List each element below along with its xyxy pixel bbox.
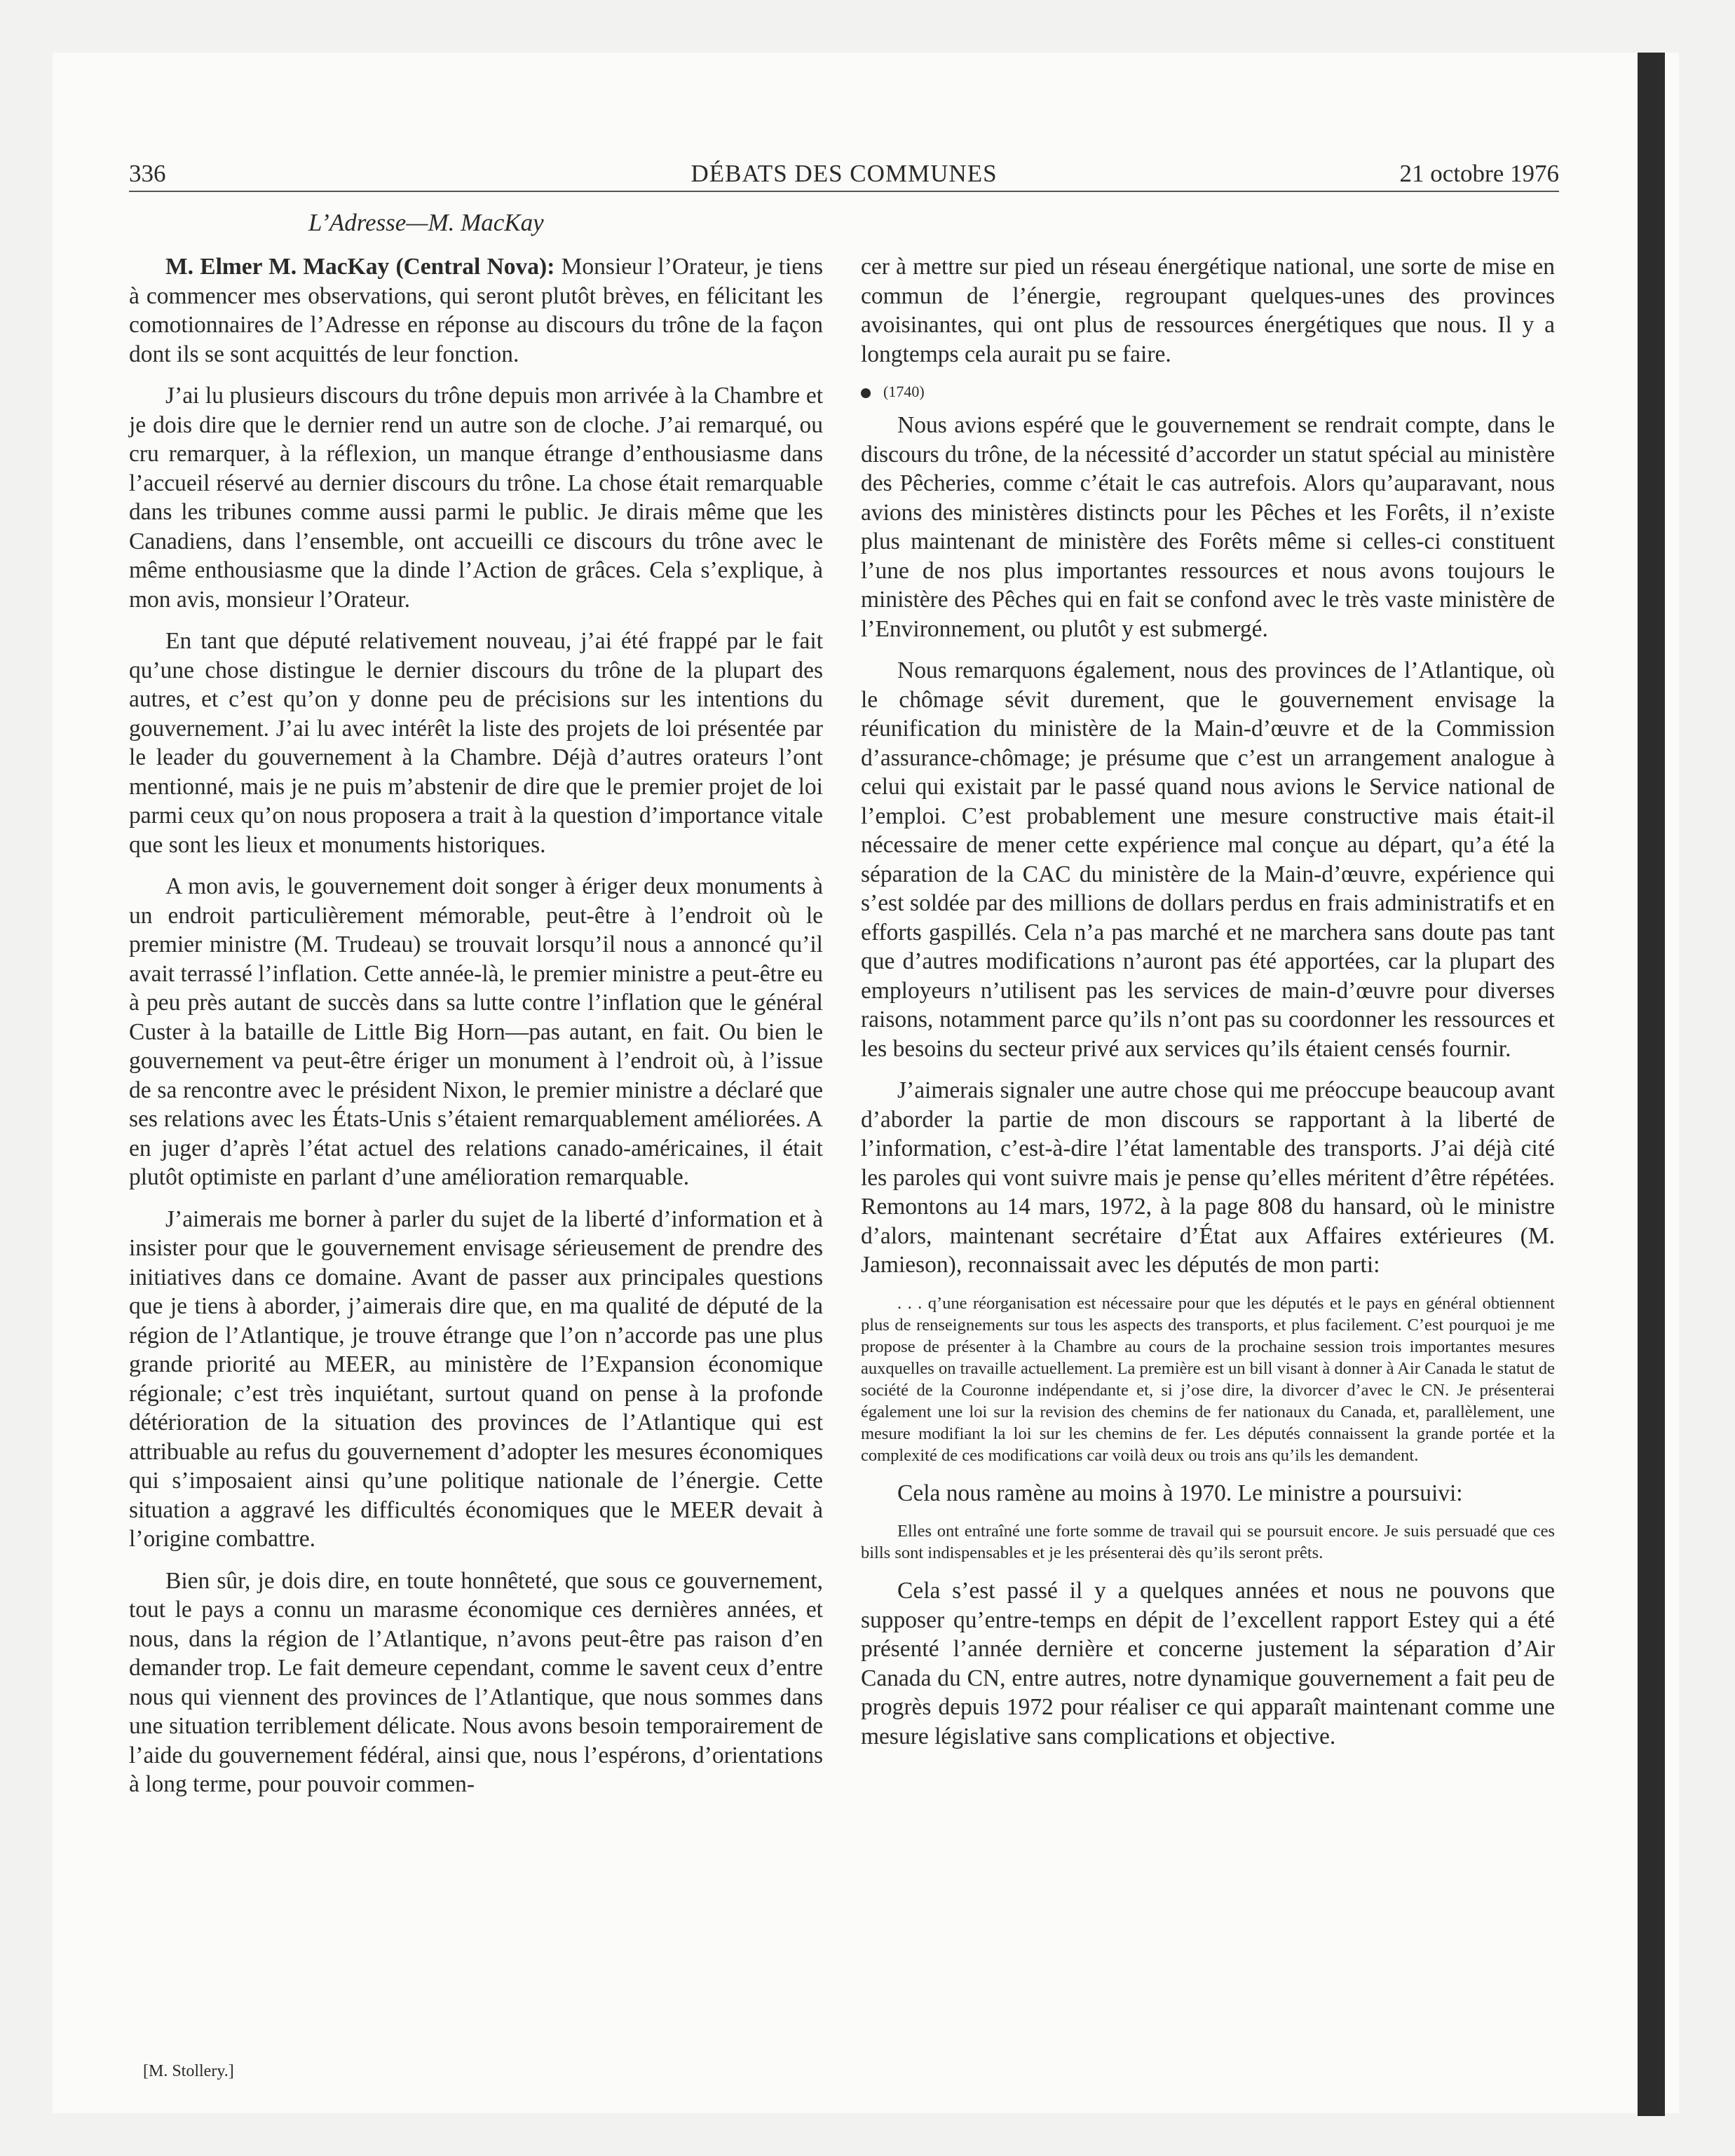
paragraph: Cela s’est passé il y a quelques années et nous ne pouvons que supposer qu’entre-temps en dépit de l’excellent rapport Estey qui a été présenté l’année dernière et concerne justement la séparation d’Air Canada du CN, entre autres, notre dynamique gouvernement a fait peu de progrès depuis 1972 pour réaliser ce qui apparaît maintenant comme une mesure législative sans complications et objective. xyxy=(861,1578,1555,1749)
page-date: 21 octobre 1976 xyxy=(1399,160,1559,187)
quotation: . . . q’une réorganisation est nécessaire pour que les députés et le pays en général obtiennent plus de renseignements sur tous les aspects des transports, et plus facilement. C’est pourquoi je me propose de présenter à la Chambre au cours de la prochaine session trois importantes mesures auxquelles on travaille actuellement. La première est un bill visant à donner à Air Canada le statut de société de la Couronne indépendante et, si j’ose dire, la divorcer d’avec le CN. Je présenterai également une loi sur la revision des chemins de fer nationaux du Canada, et, parallèlement, une mesure modifiant la loi sur les chemins de fer. Les députés connaissent la grande portée et la complexité de ces modifications car voilà deux ou trois ans qu’ils les demandent. xyxy=(861,1293,1555,1465)
paragraph: A mon avis, le gouvernement doit songer à ériger deux monuments à un endroit particulièrement mémorable, peut-être à l’endroit où le premier ministre (M. Trudeau) se trouvait lorsqu’il nous a annoncé qu’il avait terrassé l’inflation. Cette année-là, le premier ministre a peut-être eu à peu près autant de succès dans sa lutte contre l’inflation que le général Custer à la bataille de Little Big Horn—pas autant, en fait. Ou bien le gouvernement va peut-être ériger un monument à l’endroit où, à l’issue de sa rencontre avec le président Nixon, le premier ministre a déclaré que ses relations avec les États-Unis s’étaient remarquablement améliorées. A en juger d’après l’état actuel des relations canado-américaines, il était plutôt optimiste en parlant d’une amélioration remarquable. xyxy=(129,873,823,1190)
paragraph: cer à mettre sur pied un réseau énergétique national, une sorte de mise en commun de l’énergie, regroupant quelques-unes des provinces avoisinantes, qui ont plus de ressources énergétiques que nous. Il y a longtemps cela aurait pu se faire. xyxy=(861,254,1555,367)
page-header xyxy=(129,160,1559,192)
paragraph: Cela nous ramène au moins à 1970. Le ministre a poursuivi: xyxy=(897,1480,1463,1506)
left-column xyxy=(129,252,823,1812)
scan-edge-bar xyxy=(1638,53,1665,2116)
right-column xyxy=(861,252,1555,1763)
paragraph: Nous remarquons également, nous des provinces de l’Atlantique, où le chômage sévit durement, que le gouvernement envisage la réunification du ministère de la Main-d’œuvre et de la Commission d’assurance-chômage; je présume que c’est un arrangement analogue à celui qui existait par le passé quand nous avions le Service national de l’emploi. C’est probablement une mesure constructive mais était-il nécessaire de mener cette expérience mal conçue au départ, qu’a été la séparation de la CAC du ministère de la Main-d’œuvre, expérience qui s’est soldée par des millions de dollars perdus en frais administratifs et en efforts gaspillés. Cela n’a pas marché et ne marchera sans doute pas tant que d’autres modifications n’auront pas été apportées, car la plupart des employeurs n’utilisent pas les services de main-d’œuvre pour diverses raisons, notamment parce qu’ils n’ont pas su coordonner les ressources et les besoins du secteur privé aux services qu’ils étaient censés fournir. xyxy=(861,657,1555,1062)
paragraph: J’aimerais signaler une autre chose qui me préoccupe beaucoup avant d’aborder la partie de mon discours se rapportant à la liberté de l’information, c’est-à-dire l’état lamentable des transports. J’ai déjà cité les paroles qui vont suivre mais je pense qu’elles méritent d’être répétées. Remontons au 14 mars, 1972, à la page 808 du hansard, où le ministre d’alors, maintenant secrétaire d’État aux Affaires extérieures (M. Jamieson), reconnaissait avec les députés de mon parti: xyxy=(861,1077,1555,1278)
quotation: Elles ont entraîné une forte somme de travail qui se poursuit encore. Je suis persuadé que ces bills sont indispensables et je les présenterai dès qu’ils seront prêts. xyxy=(861,1522,1555,1562)
subject-heading: L’Adresse—M. MacKay xyxy=(308,209,544,236)
paragraph: En tant que député relativement nouveau, j’ai été frappé par le fait qu’une chose distingue le dernier discours du trône de la plupart des autres, et c’est qu’on y donne peu de précisions sur les intentions du gouvernement. J’ai lu avec intérêt la liste des projets de loi présentée par le leader du gouvernement à la Chambre. Déjà d’autres orateurs l’ont mentionné, mais je ne puis m’abstenir de dire que le premier projet de loi parmi ceux qu’on nous proposera a trait à la question d’importance vitale que sont les lieux et monuments historiques. xyxy=(129,628,823,858)
publication-title: DÉBATS DES COMMUNES xyxy=(690,160,998,187)
speaker-footnote: [M. Stollery.] xyxy=(143,2062,234,2080)
paragraph: J’aimerais me borner à parler du sujet de la liberté d’information et à insister pour que le gouvernement envisage sérieusement de prendre des initiatives dans ce domaine. Avant de passer aux principales questions que je tiens à aborder, j’aimerais dire que, en ma qualité de député de la région de l’Atlantique, je trouve étrange que l’on n’accorde pas une plus grande priorité au MEER, au ministère de l’Expansion économique régionale; c’est très inquiétant, surtout quand on pense à la profonde détérioration de la situation des provinces de l’Atlantique qui est attribuable au refus du gouvernement d’adopter les mesures économiques qui s’imposaient ainsi qu’une politique nationale de l’énergie. Cette situation a aggravé les difficultés économiques que le MEER devait à l’origine combattre. xyxy=(129,1206,823,1552)
bullet-icon xyxy=(861,388,871,398)
paragraph: M. Elmer M. MacKay (Central Nova): Monsieur l’Orateur, je tiens à commencer mes observations, qui seront plutôt brèves, en félicitant les comotionnaires de l’Adresse en réponse au discours du trône de la façon dont ils se sont acquittés de leur fonction. xyxy=(129,254,823,367)
paragraph: Nous avions espéré que le gouvernement se rendrait compte, dans le discours du trône, de la nécessité d’accorder un statut spécial au ministère des Pêcheries, comme c’était le cas autrefois. Alors qu’auparavant, nous avions des ministères distincts pour les Pêches et les Forêts, il n’existe plus maintenant de ministère des Forêts même si celles-ci constituent l’une de nos plus importantes ressources et nous avons toujours le ministère des Pêches qui en fait se confond avec le très vaste ministère de l’Environnement, ou plutôt y est submergé. xyxy=(861,412,1555,642)
paragraph: Bien sûr, je dois dire, en toute honnêteté, que sous ce gouvernement, tout le pays a connu un marasme économique ces dernières années, et nous, dans la région de l’Atlantique, n’avons peut-être pas raison d’en demander trop. Le fait demeure cependant, comme le savent ceux d’entre nous qui viennent des provinces de l’Atlantique, que nous sommes dans une situation terriblement délicate. Nous avons besoin temporairement de l’aide du gouvernement fédéral, ainsi que, nous l’espérons, d’orientations à long terme, pour pouvoir commen- xyxy=(129,1567,823,1797)
page-number: 336 xyxy=(129,160,166,187)
paragraph: J’ai lu plusieurs discours du trône depuis mon arrivée à la Chambre et je dois dire que le dernier rend un autre son de cloche. J’ai remarqué, ou cru remarquer, à la réflexion, un manque étrange d’enthousiasme dans l’accueil réservé au dernier discours du trône. La chose était remarquable dans les tribunes comme aussi parmi le public. Je dirais même que les Canadiens, dans l’ensemble, ont accueilli ce discours du trône avec le même enthousiasme que la dinde l’Action de grâces. Cela s’explique, à mon avis, monsieur l’Orateur. xyxy=(129,383,823,613)
time-marker xyxy=(861,381,1555,402)
speaker-name: M. Elmer M. MacKay (Central Nova): xyxy=(165,254,555,280)
time-stamp: (1740) xyxy=(883,383,925,400)
